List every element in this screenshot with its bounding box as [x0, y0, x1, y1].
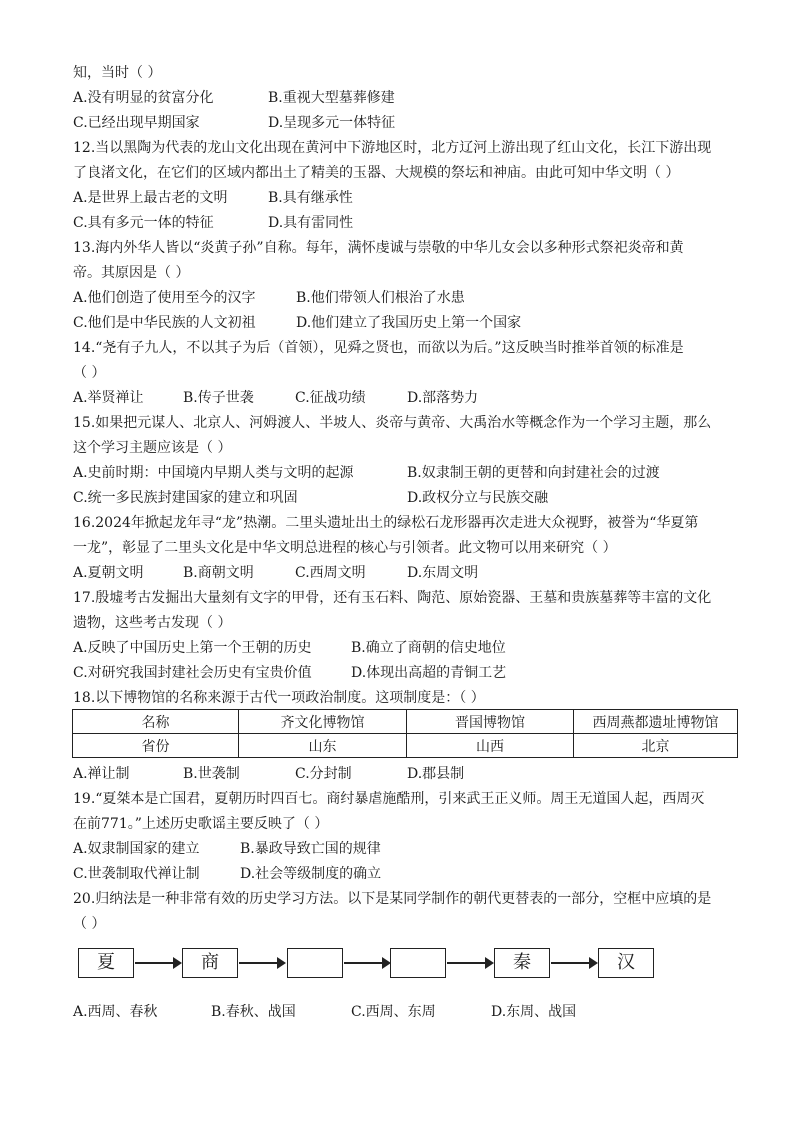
q20-option-d: D.东周、战国	[491, 1004, 577, 1020]
q14-option-b: B.传子世袭	[183, 390, 254, 406]
table-cell: 名称	[73, 710, 239, 734]
question-11-tail: 知，当时（ ）	[73, 65, 162, 81]
q19-option-a: A.奴隶制国家的建立	[73, 841, 200, 857]
dynasty-box-han: 汉	[598, 948, 654, 978]
q20-option-c: C.西周、东周	[351, 1004, 436, 1020]
q20-option-a: A.西周、春秋	[73, 1004, 158, 1020]
dynasty-box-qin: 秦	[494, 948, 550, 978]
table-row	[73, 710, 738, 734]
question-18-line-1: 18.以下博物馆的名称来源于古代一项政治制度。这项制度是：（ ）	[73, 690, 485, 706]
question-19-line-2: 在前771。”上述历史歌谣主要反映了（ ）	[73, 816, 329, 832]
question-15-line-1: 15.如果把元谋人、北京人、河姆渡人、半坡人、炎帝与黄帝、大禹治水等概念作为一个学习主题，那么	[73, 415, 712, 431]
table-cell: 晋国博物馆	[407, 710, 574, 734]
q15-option-a: A.史前时期：中国境内早期人类与文明的起源	[73, 465, 354, 481]
q14-option-c: C.征战功绩	[295, 390, 366, 406]
q16-option-d: D.东周文明	[407, 565, 479, 581]
dynasty-flowchart	[78, 948, 668, 988]
q17-option-d: D.体现出高超的青铜工艺	[351, 665, 507, 681]
q17-option-b: B.确立了商朝的信史地位	[351, 640, 506, 656]
q16-option-b: B.商朝文明	[183, 565, 254, 581]
q19-option-b: B.暴政导致亡国的规律	[240, 841, 381, 857]
table-cell: 西周燕都遗址博物馆	[574, 710, 738, 734]
question-17-line-2: 遗物，这些考古发现（ ）	[73, 615, 232, 631]
question-20-line-2: （ ）	[73, 916, 106, 932]
question-12-line-2: 了良渚文化，在它们的区域内都出土了精美的玉器、大规模的祭坛和神庙。由此可知中华文明（ ）	[73, 165, 680, 181]
q18-option-c: C.分封制	[295, 766, 352, 782]
table-cell: 省份	[73, 734, 239, 758]
arrow-icon	[344, 962, 389, 964]
q19-option-c: C.世袭制取代禅让制	[73, 866, 200, 882]
arrow-icon	[447, 962, 492, 964]
dynasty-box-shang: 商	[182, 948, 238, 978]
q19-option-d: D.社会等级制度的确立	[240, 866, 382, 882]
arrow-icon	[135, 962, 180, 964]
question-16-line-2: 一龙”，彰显了二里头文化是中华文明总进程的核心与引领者。此文物可以用来研究（ ）	[73, 540, 617, 556]
q11-option-b: B.重视大型墓葬修建	[268, 90, 395, 106]
question-15-line-2: 这个学习主题应该是（ ）	[73, 440, 232, 456]
question-13-line-1: 13.海内外华人皆以“炎黄子孙”自称。每年，满怀虔诚与崇敬的中华儿女会以多种形式祭祀炎帝和黄	[73, 240, 684, 256]
question-13-line-2: 帝。其原因是（ ）	[73, 265, 190, 281]
q14-option-a: A.举贤禅让	[73, 390, 144, 406]
question-14-line-1: 14.“尧有子九人，不以其子为后（首领），见舜之贤也，而欲以为后。”这反映当时推举首领的标准是	[73, 340, 684, 356]
q11-option-a: A.没有明显的贫富分化	[73, 90, 214, 106]
question-19-line-1: 19.“夏桀本是亡国君，夏朝历时四百七。商纣暴虐施酷刑，引来武王正义师。周王无道国人起，西周灭	[73, 791, 705, 807]
q13-option-d: D.他们建立了我国历史上第一个国家	[296, 315, 522, 331]
museum-table	[72, 709, 738, 758]
question-17-line-1: 17.殷墟考古发掘出大量刻有文字的甲骨，还有玉石料、陶范、原始瓷器、王墓和贵族墓葬等丰富的文化	[73, 590, 712, 606]
dynasty-box-blank-2	[390, 948, 446, 978]
q14-option-d: D.部落势力	[407, 390, 479, 406]
table-cell: 北京	[574, 734, 738, 758]
q12-option-c: C.具有多元一体的特征	[73, 215, 214, 231]
q11-option-c: C.已经出现早期国家	[73, 115, 200, 131]
q16-option-c: C.西周文明	[295, 565, 366, 581]
q13-option-a: A.他们创造了使用至今的汉字	[73, 290, 256, 306]
q15-option-b: B.奴隶制王朝的更替和向封建社会的过渡	[407, 465, 660, 481]
q18-option-b: B.世袭制	[183, 766, 240, 782]
q16-option-a: A.夏朝文明	[73, 565, 144, 581]
q12-option-b: B.具有继承性	[268, 190, 353, 206]
q13-option-b: B.他们带领人们根治了水患	[296, 290, 465, 306]
question-12-line-1: 12.当以黑陶为代表的龙山文化出现在黄河中下游地区时，北方辽河上游出现了红山文化，长江下游出现	[73, 140, 712, 156]
table-cell: 山西	[407, 734, 574, 758]
q13-option-c: C.他们是中华民族的人文初祖	[73, 315, 256, 331]
q17-option-c: C.对研究我国封建社会历史有宝贵价值	[73, 665, 312, 681]
question-16-line-1: 16.2024年掀起龙年寻“龙”热潮。二里头遗址出土的绿松石龙形器再次走进大众视野，被誉为“华夏第	[73, 515, 699, 531]
q18-option-a: A.禅让制	[73, 766, 130, 782]
q17-option-a: A.反映了中国历史上第一个王朝的历史	[73, 640, 312, 656]
dynasty-box-xia: 夏	[78, 948, 134, 978]
arrow-icon	[239, 962, 284, 964]
q12-option-d: D.具有雷同性	[268, 215, 354, 231]
q15-option-d: D.政权分立与民族交融	[407, 490, 549, 506]
arrow-icon	[551, 962, 596, 964]
q11-option-d: D.呈现多元一体特征	[268, 115, 396, 131]
table-cell: 齐文化博物馆	[239, 710, 407, 734]
table-cell: 山东	[239, 734, 407, 758]
q18-option-d: D.郡县制	[407, 766, 465, 782]
q12-option-a: A.是世界上最古老的文明	[73, 190, 228, 206]
question-14-line-2: （ ）	[73, 365, 106, 381]
q20-option-b: B.春秋、战国	[211, 1004, 296, 1020]
dynasty-box-blank-1	[287, 948, 343, 978]
q15-option-c: C.统一多民族封建国家的建立和巩固	[73, 490, 298, 506]
question-20-line-1: 20.归纳法是一种非常有效的历史学习方法。以下是某同学制作的朝代更替表的一部分，空框中应填的是	[73, 891, 712, 907]
table-row	[73, 734, 738, 758]
